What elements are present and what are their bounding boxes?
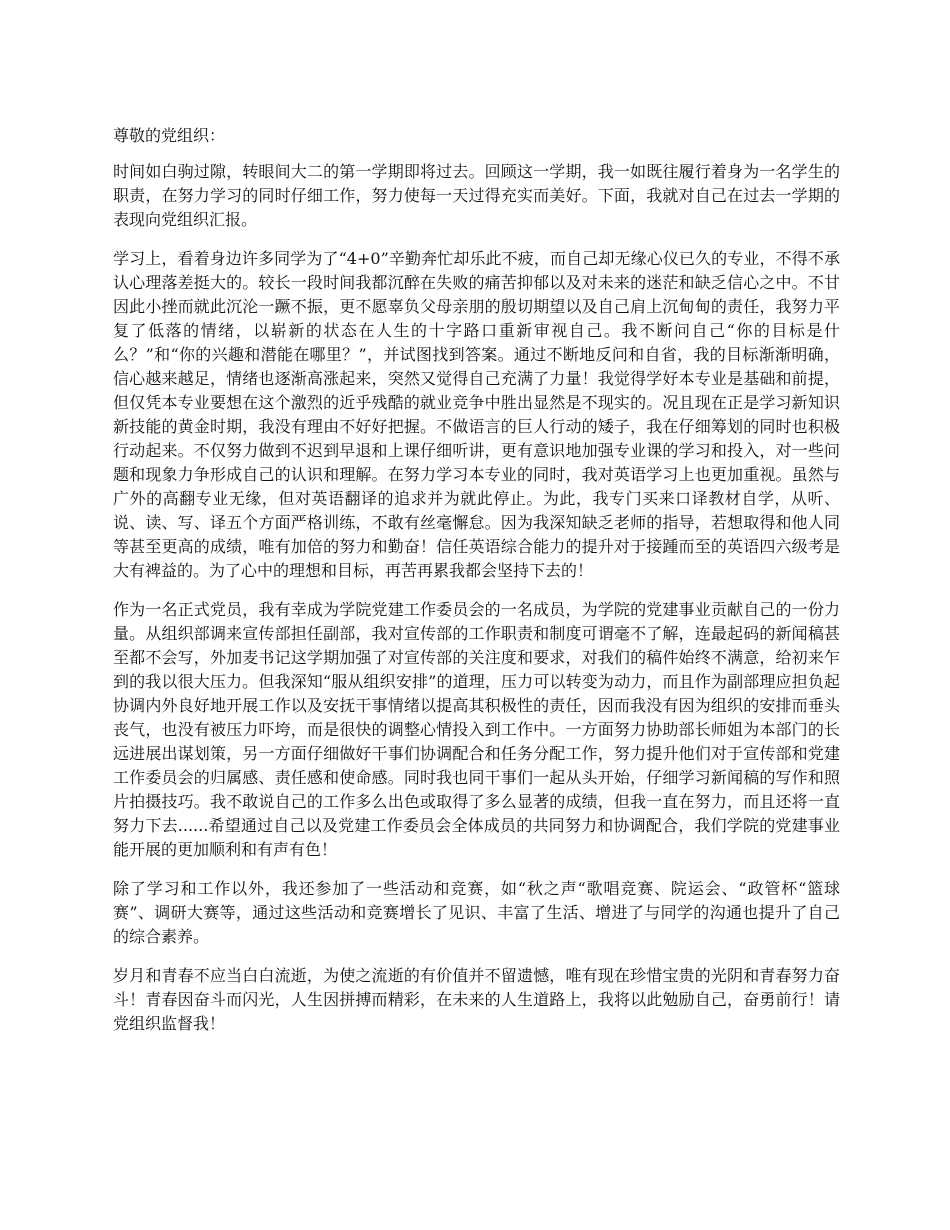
salutation: 尊敬的党组织： [113, 126, 226, 145]
document-body [113, 124, 840, 1051]
paragraph-activities: 除了学习和工作以外，我还参加了一些活动和竞赛，如“秋之声“歌唱竞赛、院运会、“政管杯“篮球赛”、调研大赛等，通过这些活动和竞赛增长了见识、丰富了生活、增进了与同学的沟通也提升了自己的综合素养。 [113, 879, 840, 946]
paragraph-study: 学习上，看着身边许多同学为了“4+0”辛勤奔忙却乐此不疲，而自己却无缘心仪已久的专业，不得不承认心理落差挺大的。较长一段时间我都沉醉在失败的痛苦抑郁以及对未来的迷茫和缺乏信心之中。不甘因此小挫而就此沉沦一蹶不振，更不愿辜负父母亲朋的殷切期望以及自己肩上沉甸甸的责任，我努力平复了低落的情绪，以崭新的状态在人生的十字路口重新审视自己。我不断问自己“你的目标是什么？”和“你的兴趣和潜能在哪里？”，并试图找到答案。通过不断地反问和自省，我的目标渐渐明确，信心越来越足，情绪也逐渐高涨起来，突然又觉得自己充满了力量！我觉得学好本专业是基础和前提，但仅凭本专业要想在这个激烈的近乎残酷的就业竞争中胜出显然是不现实的。况且现在正是学习新知识新技能的黄金时期，我没有理由不好好把握。不做语言的巨人行动的矮子，我在仔细筹划的同时也积极行动起来。不仅努力做到不迟到早退和上课仔细听讲，更有意识地加强专业课的学习和投入，对一些问题和现象力争形成自己的认识和理解。在努力学习本专业的同时，我对英语学习上也更加重视。虽然与广外的高翻专业无缘，但对英语翻译的追求并为就此停止。为此，我专门买来口译教材自学，从听、说、读、写、译五个方面严格训练，不敢有丝毫懈怠。因为我深知缺乏老师的指导，若想取得和他人同等甚至更高的成绩，唯有加倍的努力和勤奋！信任英语综合能力的提升对于接踵而至的英语四六级考是大有裨益的。为了心中的理想和目标，再苦再累我都会坚持下去的！ [113, 249, 840, 580]
paragraph-intro: 时间如白驹过隙，转眼间大二的第一学期即将过去。回顾这一学期，我一如既往履行着身为一名学生的职责，在努力学习的同时仔细工作，努力使每一天过得充实而美好。下面，我就对自己在过去一学期的表现向党组织汇报。 [113, 162, 840, 229]
paragraph-work: 作为一名正式党员，我有幸成为学院党建工作委员会的一名成员，为学院的党建事业贡献自己的一份力量。从组织部调来宣传部担任副部，我对宣传部的工作职责和制度可谓毫不了解，连最起码的新闻稿甚至都不会写，外加麦书记这学期加强了对宣传部的关注度和要求，对我们的稿件始终不满意，给初来乍到的我以很大压力。但我深知“服从组织安排”的道理，压力可以转变为动力，而且作为副部理应担负起协调内外良好地开展工作以及安抚干事情绪以提高其积极性的责任，因而我没有因为组织的安排而垂头丧气，也没有被压力吓垮，而是很快的调整心情投入到工作中。一方面努力协助部长师姐为本部门的长远进展出谋划策，另一方面仔细做好干事们协调配合和任务分配工作，努力提升他们对于宣传部和党建工作委员会的归属感、责任感和使命感。同时我也同干事们一起从头开始，仔细学习新闻稿的写作和照片拍摄技巧。我不敢说自己的工作多么出色或取得了多么显著的成绩，但我一直在努力，而且还将一直努力下去......希望通过自己以及党建工作委员会全体成员的共同努力和协调配合，我们学院的党建事业能开展的更加顺利和有声有色！ [113, 600, 840, 859]
paragraph-closing: 岁月和青春不应当白白流逝，为使之流逝的有价值并不留遗憾，唯有现在珍惜宝贵的光阴和青春努力奋斗！青春因奋斗而闪光，人生因拼搏而精彩，在未来的人生道路上，我将以此勉励自己，奋勇前行！请党组织监督我！ [113, 966, 840, 1033]
